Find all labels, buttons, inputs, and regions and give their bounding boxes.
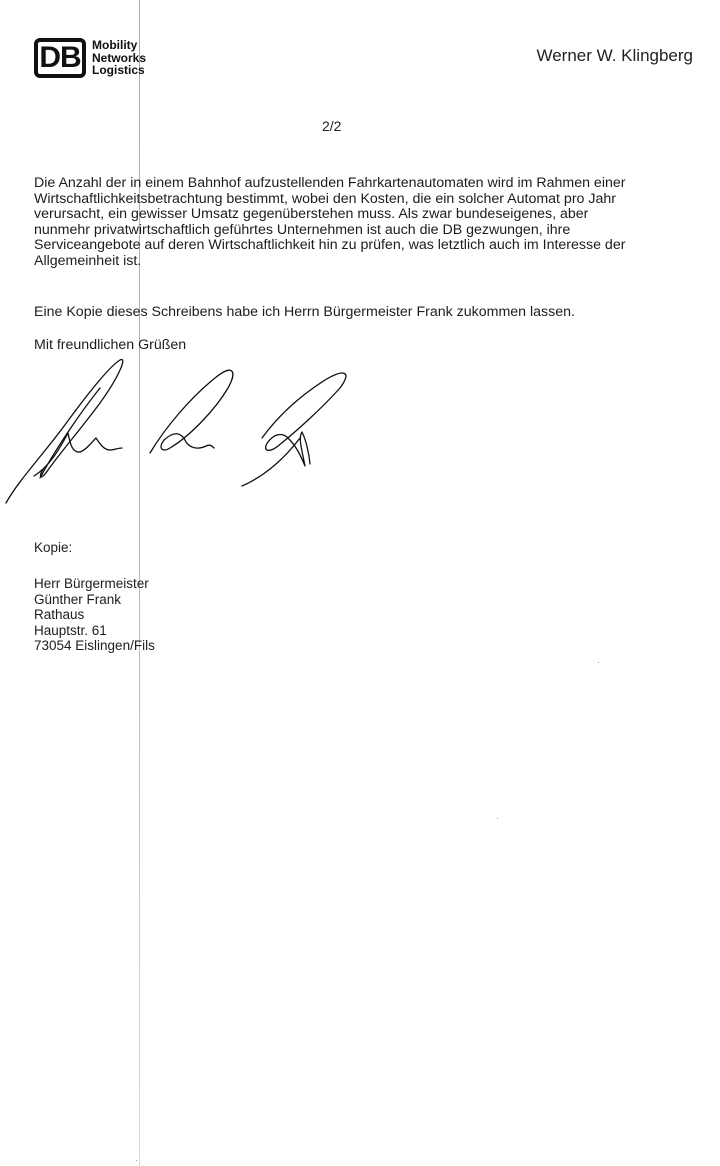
scan-speck bbox=[136, 1160, 137, 1161]
page-number: 2/2 bbox=[322, 118, 342, 134]
sender-name: Werner W. Klingberg bbox=[536, 46, 693, 65]
db-logo-tagline bbox=[92, 39, 146, 77]
logo-line-networks: Networks bbox=[92, 50, 147, 65]
scan-speck bbox=[497, 818, 498, 819]
address-line: Günther Frank bbox=[34, 591, 122, 607]
address-line: 73054 Eislingen/Fils bbox=[34, 638, 155, 653]
copy-recipient-address bbox=[34, 576, 155, 654]
logo-line-logistics: Logistics bbox=[92, 63, 145, 77]
body-paragraph-2: Eine Kopie dieses Schreibens habe ich Herrn Bürgermeister Frank zukommen lassen. bbox=[34, 304, 575, 320]
address-line: Rathaus bbox=[34, 607, 85, 622]
paragraph-line: Die Anzahl der in einem Bahnhof aufzustellenden Fahrkartenautomaten wird im Rahmen einer bbox=[34, 175, 626, 191]
scan-speck bbox=[598, 662, 599, 663]
db-logo bbox=[34, 38, 146, 78]
address-line: Hauptstr. 61 bbox=[34, 622, 107, 638]
paragraph-line: Allgemeinheit ist. bbox=[34, 252, 142, 269]
closing-salutation: Mit freundlichen Grüßen bbox=[34, 337, 187, 353]
paragraph-line: Serviceangebote auf deren Wirtschaftlichkeit hin zu prüfen, was letztlich auch im Interesse der bbox=[34, 237, 626, 254]
handwritten-signature bbox=[0, 358, 380, 508]
body-paragraph-1 bbox=[34, 176, 694, 270]
paragraph-line: Wirtschaftlichkeitsbetrachtung bestimmt, wobei den Kosten, die ein solcher Automat pro Jahr bbox=[34, 190, 616, 207]
db-logo-mark: DB bbox=[34, 38, 86, 78]
paragraph-line: verursacht, ein gewisser Umsatz gegenüberstehen muss. Als zwar bundeseigenes, aber bbox=[34, 206, 589, 223]
address-line: Herr Bürgermeister bbox=[34, 576, 149, 591]
paragraph-line: nunmehr privatwirtschaftlich geführtes Unternehmen ist auch die DB gezwungen, ihre bbox=[34, 221, 571, 238]
logo-line-mobility: Mobility bbox=[92, 38, 138, 52]
copy-label: Kopie: bbox=[34, 540, 73, 555]
